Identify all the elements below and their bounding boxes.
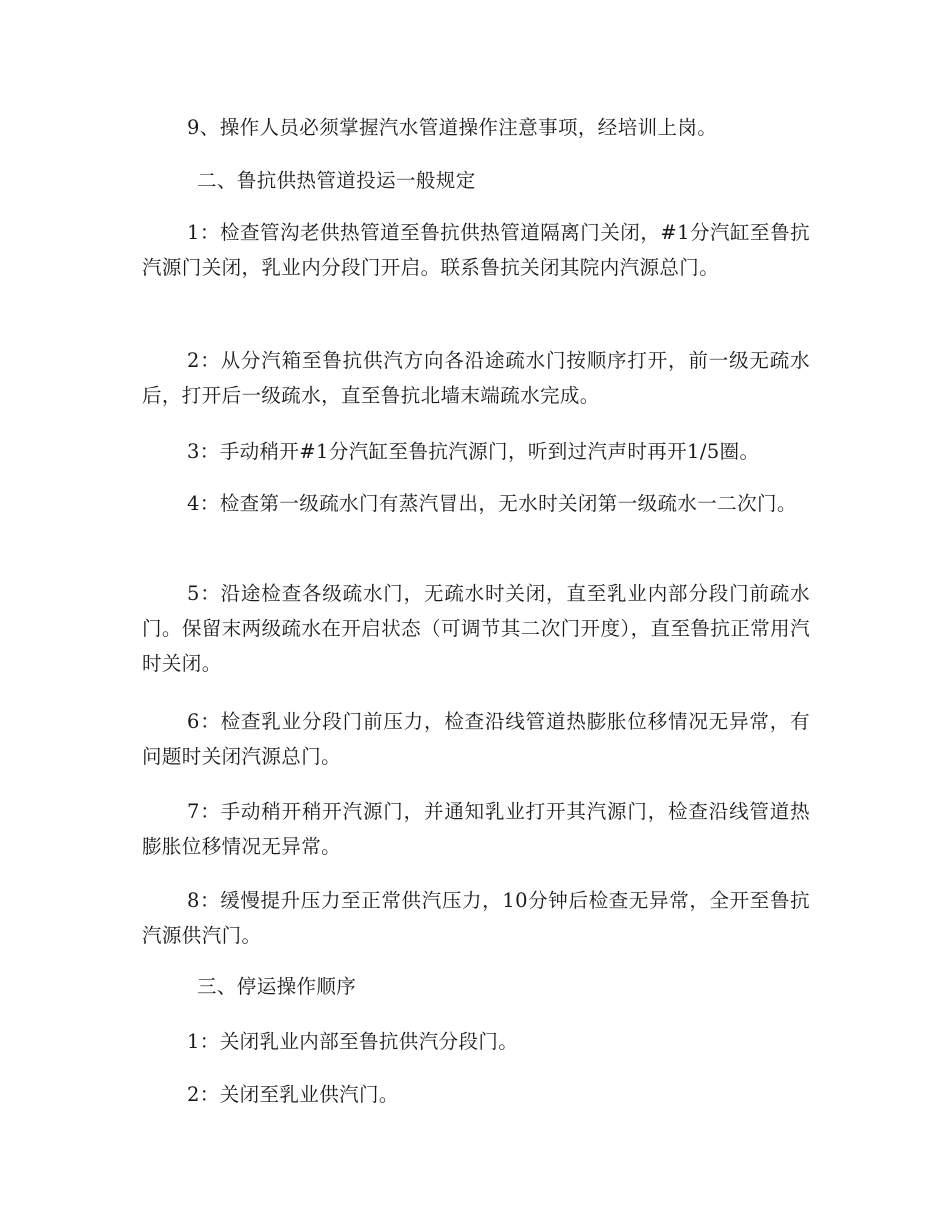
paragraph-step-2: 2：从分汽箱至鲁抗供汽方向各沿途疏水门按顺序打开，前一级无疏水后，打开后一级疏水，直至鲁抗北墙末端疏水完成。 <box>142 349 810 407</box>
paragraph-step-4: 4：检查第一级疏水门有蒸汽冒出，无水时关闭第一级疏水一二次门。 <box>187 492 797 515</box>
paragraph-step-1: 1：检查管沟老供热管道至鲁抗供热管道隔离门关闭，#1分汽缸至鲁抗汽源门关闭，乳业内分段门开启。联系鲁抗关闭其院内汽源总门。 <box>142 221 810 279</box>
paragraph-step-5: 5：沿途检查各级疏水门，无疏水时关闭，直至乳业内部分段门前疏水门。保留末两级疏水在开启状态（可调节其二次门开度），直至鲁抗正常用汽时关闭。 <box>142 582 810 675</box>
paragraph-step-6: 6：检查乳业分段门前压力，检查沿线管道热膨胀位移情况无异常，有问题时关闭汽源总门。 <box>142 710 810 768</box>
paragraph-step-3: 3：手动稍开#1分汽缸至鲁抗汽源门，听到过汽声时再开1/5圈。 <box>187 440 760 463</box>
section-heading-2: 二、鲁抗供热管道投运一般规定 <box>197 169 476 192</box>
paragraph-step-8: 8：缓慢提升压力至正常供汽压力，10分钟后检查无异常，全开至鲁抗汽源供汽门。 <box>142 889 810 947</box>
paragraph-item-9: 9、操作人员必须掌握汽水管道操作注意事项，经培训上岗。 <box>187 116 718 139</box>
section-heading-3: 三、停运操作顺序 <box>197 975 357 998</box>
paragraph-stop-step-2: 2：关闭至乳业供汽门。 <box>187 1083 399 1106</box>
paragraph-stop-step-1: 1：关闭乳业内部至鲁抗供汽分段门。 <box>187 1030 519 1053</box>
paragraph-step-7: 7：手动稍开稍开汽源门，并通知乳业打开其汽源门，检查沿线管道热膨胀位移情况无异常。 <box>142 800 810 858</box>
